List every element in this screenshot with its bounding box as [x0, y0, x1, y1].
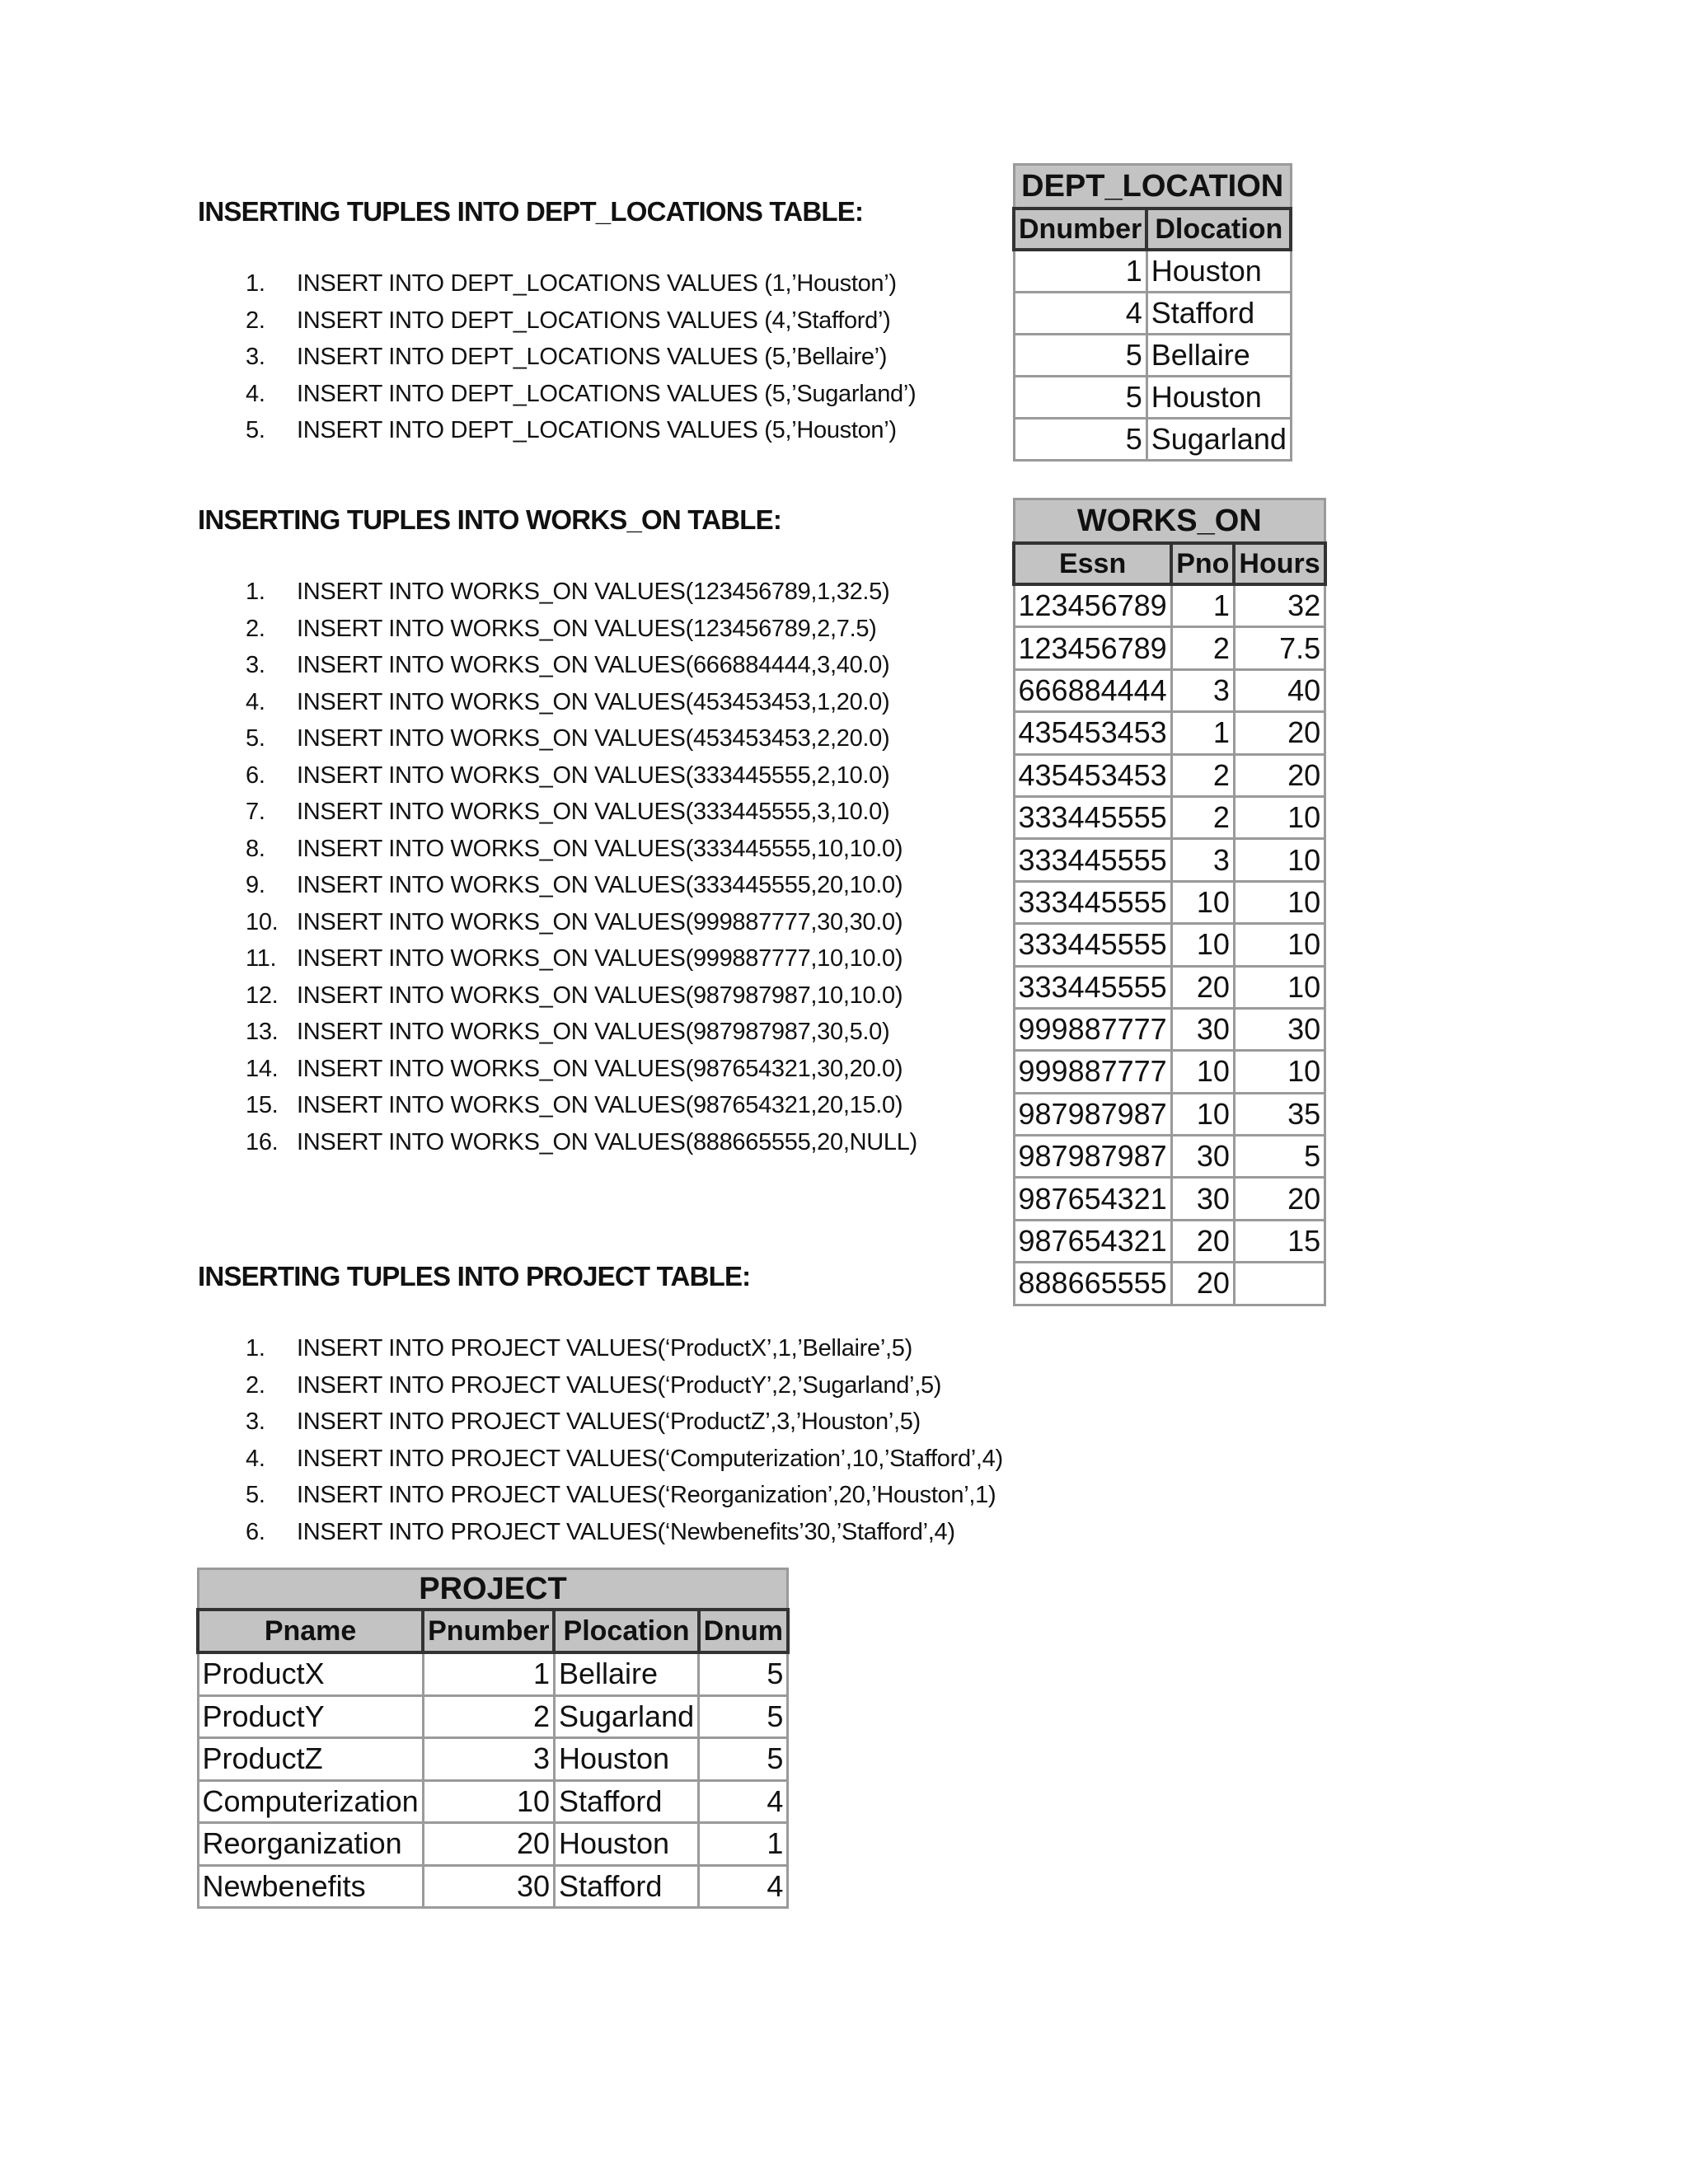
table-cell: 435453453: [1014, 712, 1171, 754]
statement-number: 8.: [246, 835, 265, 862]
sql-statement: [198, 684, 890, 721]
table-cell: 1: [699, 1823, 788, 1866]
statement-number: 9.: [246, 872, 265, 898]
statement-text: INSERT INTO WORKS_ON VALUES(453453453,2,20.0): [297, 725, 890, 752]
table-row: [1014, 250, 1291, 293]
statement-number: 6.: [246, 762, 265, 789]
statement-number: 15.: [246, 1092, 279, 1118]
table-cell: 4: [1014, 293, 1146, 335]
sql-statement: [198, 302, 891, 340]
statement-text: INSERT INTO PROJECT VALUES(‘Newbenefits’30,’Stafford’,4): [297, 1518, 955, 1545]
table-cell: ProductZ: [198, 1738, 423, 1781]
sql-statement: [198, 611, 877, 648]
works-on-table-title: WORKS_ON: [1014, 499, 1325, 544]
table-cell: 2: [1171, 754, 1234, 796]
sql-statement: [198, 1087, 903, 1124]
works-on-rows: [1014, 584, 1325, 1305]
table-cell: Houston: [554, 1823, 698, 1866]
table-cell: 30: [1171, 1136, 1234, 1178]
sql-statement: [198, 647, 890, 684]
statement-text: INSERT INTO WORKS_ON VALUES(987987987,10,10.0): [297, 982, 903, 1009]
table-cell: 3: [1171, 669, 1234, 711]
project-table-title: PROJECT: [198, 1569, 788, 1610]
table-row: [1014, 377, 1291, 419]
statement-number: 3.: [246, 344, 265, 370]
table-row: [1014, 293, 1291, 335]
table-cell: 10: [1171, 1051, 1234, 1093]
sql-statement: [198, 412, 897, 449]
table-cell: 123456789: [1014, 627, 1171, 669]
statement-number: 1.: [246, 270, 265, 297]
sql-statement: [198, 265, 897, 302]
statement-text: INSERT INTO WORKS_ON VALUES(987987987,30,5.0): [297, 1019, 890, 1045]
table-row: [1014, 1220, 1325, 1262]
sql-statement: [198, 1014, 890, 1051]
table-cell: 2: [423, 1695, 554, 1738]
statement-number: 1.: [246, 579, 265, 605]
table-row: [1014, 881, 1325, 923]
statement-text: INSERT INTO DEPT_LOCATIONS VALUES (5,’Bellaire’): [297, 344, 888, 370]
statement-text: INSERT INTO WORKS_ON VALUES(333445555,3,10.0): [297, 799, 890, 825]
table-row: [1014, 627, 1325, 669]
table-cell: Computerization: [198, 1780, 423, 1823]
sql-statement: [198, 1124, 917, 1161]
table-cell: 1: [1014, 250, 1146, 293]
table-cell: 15: [1234, 1220, 1325, 1262]
column-header-dlocation: Dlocation: [1146, 209, 1291, 250]
table-cell: 5: [1234, 1136, 1325, 1178]
table-cell: 20: [1234, 754, 1325, 796]
table-cell: 4: [699, 1780, 788, 1823]
statement-text: INSERT INTO WORKS_ON VALUES(333445555,20,10.0): [297, 872, 903, 898]
table-cell: Bellaire: [554, 1652, 698, 1695]
statement-number: 4.: [246, 1445, 265, 1472]
statement-number: 2.: [246, 1371, 265, 1399]
table-cell: 10: [1234, 796, 1325, 838]
table-cell: 333445555: [1014, 966, 1171, 1008]
table-row: [1014, 1051, 1325, 1093]
statement-number: 16.: [246, 1128, 279, 1155]
sql-statement: [198, 1367, 942, 1404]
column-header-essn: Essn: [1014, 543, 1171, 584]
table-cell: 5: [1014, 335, 1146, 377]
project-statement-list: [198, 1330, 1003, 1550]
statement-text: INSERT INTO WORKS_ON VALUES(999887777,30,30.0): [297, 908, 903, 935]
statement-number: 6.: [246, 1518, 265, 1545]
table-row: [1014, 1093, 1325, 1135]
table-cell: Reorganization: [198, 1823, 423, 1866]
table-row: [198, 1780, 788, 1823]
table-cell: 333445555: [1014, 839, 1171, 881]
works-on-section: [198, 504, 917, 1160]
table-row: [1014, 712, 1325, 754]
column-header-pnumber: Pnumber: [423, 1610, 554, 1652]
statement-number: 5.: [246, 417, 265, 443]
table-cell: Stafford: [554, 1865, 698, 1908]
statement-text: INSERT INTO PROJECT VALUES(‘ProductY’,2,’Sugarland’,5): [297, 1371, 942, 1399]
table-cell: 123456789: [1014, 584, 1171, 627]
works-on-table: [1012, 498, 1327, 1306]
statement-text: INSERT INTO WORKS_ON VALUES(987654321,30,20.0): [297, 1055, 903, 1082]
table-cell: 987654321: [1014, 1220, 1171, 1262]
sql-statement: [198, 1477, 996, 1514]
table-cell: 5: [1014, 377, 1146, 419]
table-row: [1014, 1263, 1325, 1305]
statement-number: 12.: [246, 982, 279, 1009]
table-row: [198, 1823, 788, 1866]
statement-number: 10.: [246, 908, 279, 935]
table-cell: 20: [1171, 1220, 1234, 1262]
table-cell: 3: [423, 1738, 554, 1781]
column-header-pno: Pno: [1171, 543, 1234, 584]
statement-text: INSERT INTO DEPT_LOCATIONS VALUES (5,’Sugarland’): [297, 380, 917, 407]
table-cell: Sugarland: [554, 1695, 698, 1738]
table-cell: 10: [1234, 966, 1325, 1008]
table-cell: 435453453: [1014, 754, 1171, 796]
table-cell: 5: [1014, 419, 1146, 461]
sql-statement: [198, 376, 917, 413]
table-cell: 20: [1171, 1263, 1234, 1305]
statement-text: INSERT INTO WORKS_ON VALUES(999887777,10,10.0): [297, 945, 903, 972]
table-cell: 20: [1234, 712, 1325, 754]
project-heading: INSERTING TUPLES INTO PROJECT TABLE:: [198, 1261, 751, 1291]
table-cell: ProductX: [198, 1652, 423, 1695]
table-cell: 5: [699, 1652, 788, 1695]
sql-statement: [198, 1051, 903, 1088]
table-cell: Bellaire: [1146, 335, 1291, 377]
column-header-hours: Hours: [1234, 543, 1325, 584]
dept-location-table: [1012, 163, 1292, 462]
sql-statement: [198, 1404, 921, 1441]
statement-number: 11.: [246, 945, 277, 972]
sql-statement: [198, 831, 903, 868]
table-row: [1014, 924, 1325, 966]
table-cell: Stafford: [1146, 293, 1291, 335]
table-row: [198, 1652, 788, 1695]
statement-text: INSERT INTO WORKS_ON VALUES(666884444,3,40.0): [297, 652, 890, 678]
table-cell: Sugarland: [1146, 419, 1291, 461]
table-cell: 20: [423, 1823, 554, 1866]
sql-statement: [198, 1330, 912, 1367]
table-cell: ProductY: [198, 1695, 423, 1738]
statement-text: INSERT INTO WORKS_ON VALUES(333445555,2,10.0): [297, 762, 890, 789]
column-header-pname: Pname: [198, 1610, 423, 1652]
sql-statement: [198, 720, 890, 757]
table-cell: 888665555: [1014, 1263, 1171, 1305]
statement-text: INSERT INTO WORKS_ON VALUES(987654321,20,15.0): [297, 1092, 903, 1118]
statement-text: INSERT INTO DEPT_LOCATIONS VALUES (5,’Houston’): [297, 417, 897, 443]
statement-text: INSERT INTO PROJECT VALUES(‘ProductZ’,3,’Houston’,5): [297, 1408, 921, 1435]
table-cell: 10: [1171, 1093, 1234, 1135]
table-cell: 987987987: [1014, 1093, 1171, 1135]
table-cell: Newbenefits: [198, 1865, 423, 1908]
sql-statement: [198, 940, 903, 977]
table-cell: 999887777: [1014, 1008, 1171, 1050]
table-cell: 333445555: [1014, 924, 1171, 966]
project-table: [196, 1568, 790, 1909]
table-row: [1014, 419, 1291, 461]
table-cell: 666884444: [1014, 669, 1171, 711]
column-header-plocation: Plocation: [554, 1610, 698, 1652]
table-cell: 10: [1234, 839, 1325, 881]
table-cell: 32: [1234, 584, 1325, 627]
table-cell: Houston: [1146, 250, 1291, 293]
table-cell: 987987987: [1014, 1136, 1171, 1178]
table-row: [1014, 669, 1325, 711]
table-row: [1014, 1136, 1325, 1178]
table-row: [198, 1865, 788, 1908]
statement-text: INSERT INTO DEPT_LOCATIONS VALUES (4,’Stafford’): [297, 307, 891, 334]
sql-statement: [198, 339, 888, 376]
table-row: [198, 1738, 788, 1781]
statement-number: 1.: [246, 1335, 265, 1361]
statement-number: 4.: [246, 688, 265, 715]
table-cell: 20: [1234, 1178, 1325, 1220]
table-row: [1014, 754, 1325, 796]
dept-location-table-title: DEPT_LOCATION: [1014, 165, 1291, 209]
project-rows: [198, 1652, 788, 1908]
statement-number: 14.: [246, 1055, 279, 1082]
sql-statement: [198, 977, 903, 1015]
table-cell: 40: [1234, 669, 1325, 711]
table-cell: 10: [1234, 924, 1325, 966]
project-section: [198, 1261, 1003, 1550]
sql-statement: [198, 904, 903, 941]
table-cell: 2: [1171, 627, 1234, 669]
table-cell: 333445555: [1014, 796, 1171, 838]
statement-number: 2.: [246, 615, 265, 642]
table-cell: 20: [1171, 966, 1234, 1008]
table-cell: 10: [1171, 881, 1234, 923]
table-cell: 5: [699, 1738, 788, 1781]
dept-locations-section: [198, 196, 917, 449]
works-on-statement-list: [198, 574, 917, 1160]
dept-locations-statement-list: [198, 265, 917, 449]
statement-text: INSERT INTO DEPT_LOCATIONS VALUES (1,’Houston’): [297, 270, 897, 297]
column-header-dnumber: Dnumber: [1014, 209, 1146, 250]
table-cell: 1: [1171, 712, 1234, 754]
table-cell: 30: [1234, 1008, 1325, 1050]
table-cell: 35: [1234, 1093, 1325, 1135]
dept-location-rows: [1014, 250, 1291, 461]
statement-number: 3.: [246, 652, 265, 678]
table-row: [1014, 839, 1325, 881]
table-cell: 10: [1171, 924, 1234, 966]
table-cell: 4: [699, 1865, 788, 1908]
table-cell: 987654321: [1014, 1178, 1171, 1220]
sql-statement: [198, 574, 890, 611]
statement-number: 2.: [246, 307, 265, 334]
table-cell: [1234, 1263, 1325, 1305]
table-cell: 3: [1171, 839, 1234, 881]
column-header-dnum: Dnum: [699, 1610, 788, 1652]
statement-number: 3.: [246, 1408, 265, 1435]
statement-number: 7.: [246, 799, 265, 825]
table-cell: 999887777: [1014, 1051, 1171, 1093]
statement-text: INSERT INTO PROJECT VALUES(‘Reorganization’,20,’Houston’,1): [297, 1482, 996, 1508]
table-row: [1014, 584, 1325, 627]
dept-locations-heading: INSERTING TUPLES INTO DEPT_LOCATIONS TABLE:: [198, 196, 864, 227]
table-cell: Stafford: [554, 1780, 698, 1823]
table-cell: 7.5: [1234, 627, 1325, 669]
table-cell: 333445555: [1014, 881, 1171, 923]
table-cell: 30: [1171, 1008, 1234, 1050]
statement-text: INSERT INTO WORKS_ON VALUES(333445555,10,10.0): [297, 835, 903, 862]
works-on-heading: INSERTING TUPLES INTO WORKS_ON TABLE:: [198, 504, 782, 535]
table-row: [1014, 796, 1325, 838]
table-cell: 1: [423, 1652, 554, 1695]
statement-text: INSERT INTO WORKS_ON VALUES(453453453,1,20.0): [297, 688, 890, 715]
sql-statement: [198, 867, 903, 904]
sql-statement: [198, 794, 890, 831]
table-row: [1014, 1178, 1325, 1220]
table-row: [1014, 1008, 1325, 1050]
table-cell: Houston: [1146, 377, 1291, 419]
table-cell: 30: [423, 1865, 554, 1908]
statement-text: INSERT INTO PROJECT VALUES(‘ProductX’,1,’Bellaire’,5): [297, 1335, 912, 1361]
statement-text: INSERT INTO WORKS_ON VALUES(888665555,20,NULL): [297, 1128, 917, 1155]
table-cell: 5: [699, 1695, 788, 1738]
table-cell: Houston: [554, 1738, 698, 1781]
sql-statement: [198, 757, 890, 794]
table-row: [198, 1695, 788, 1738]
statement-number: 5.: [246, 725, 265, 752]
statement-text: INSERT INTO PROJECT VALUES(‘Computerization’,10,’Stafford’,4): [297, 1445, 1003, 1472]
statement-number: 13.: [246, 1019, 279, 1045]
statement-text: INSERT INTO WORKS_ON VALUES(123456789,2,7.5): [297, 615, 877, 642]
sql-statement: [198, 1514, 955, 1551]
statement-number: 4.: [246, 380, 265, 407]
statement-text: INSERT INTO WORKS_ON VALUES(123456789,1,32.5): [297, 579, 890, 605]
table-cell: 30: [1171, 1178, 1234, 1220]
table-cell: 10: [1234, 1051, 1325, 1093]
sql-statement: [198, 1441, 1003, 1478]
table-cell: 1: [1171, 584, 1234, 627]
table-cell: 2: [1171, 796, 1234, 838]
table-cell: 10: [1234, 881, 1325, 923]
table-cell: 10: [423, 1780, 554, 1823]
statement-number: 5.: [246, 1482, 265, 1508]
table-row: [1014, 966, 1325, 1008]
table-row: [1014, 335, 1291, 377]
